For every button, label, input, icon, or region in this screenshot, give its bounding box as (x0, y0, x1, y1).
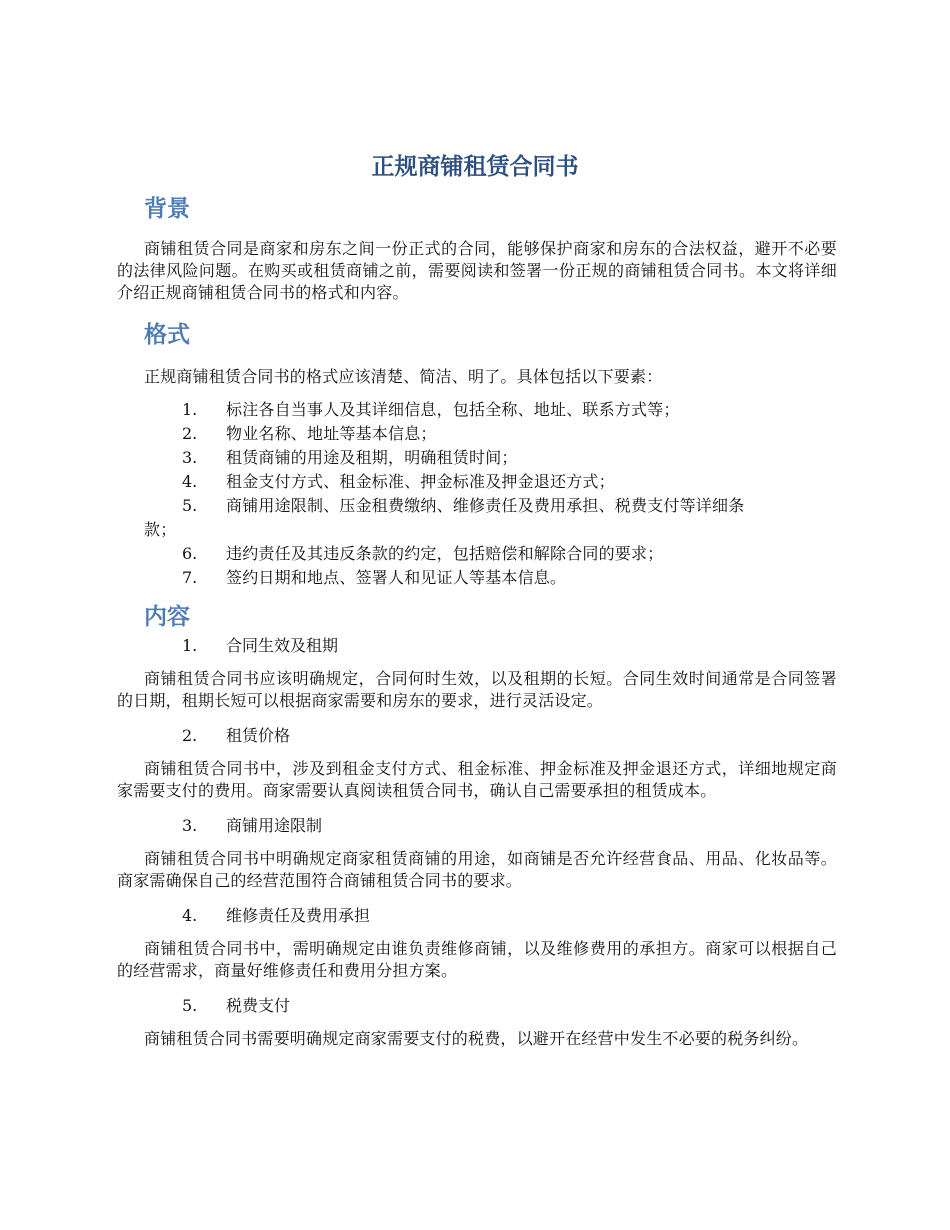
subheading-number: 5. (182, 996, 198, 1015)
subheading-number: 3. (182, 816, 198, 835)
background-paragraph: 商铺租赁合同是商家和房东之间一份正式的合同，能够保护商家和房东的合法权益，避开不必要的法律风险问题。在购买或租赁商铺之前，需要阅读和签署一份正规的商铺租赁合同书。本文将详细介绍正规商铺租赁合同书的格式和内容。 (117, 239, 837, 302)
list-item (117, 470, 837, 494)
subheading-title: 税费支付 (226, 996, 291, 1015)
content-subheading (117, 724, 837, 748)
content-subheading (117, 814, 837, 838)
list-item (117, 398, 837, 422)
list-item-number: 7. (182, 568, 198, 587)
list-item (117, 446, 837, 470)
subheading-title: 商铺用途限制 (226, 816, 323, 835)
list-item-text: 标注各自当事人及其详细信息，包括全称、地址、联系方式等； (226, 400, 680, 419)
content-paragraph: 商铺租赁合同书中明确规定商家租赁商铺的用途，如商铺是否允许经营食品、用品、化妆品等。商家需确保自己的经营范围符合商铺租赁合同书的要求。 (117, 849, 837, 890)
list-item-text-continuation: 款； (144, 520, 177, 539)
content-paragraph: 商铺租赁合同书应该明确规定，合同何时生效，以及租期的长短。合同生效时间通常是合同签署的日期，租期长短可以根据商家需要和房东的要求，进行灵活设定。 (117, 669, 837, 710)
section-heading-content: 内容 (144, 604, 190, 630)
content-subheading (117, 994, 837, 1018)
list-item-number: 5. (182, 496, 198, 515)
list-item (117, 422, 837, 446)
format-intro-paragraph: 正规商铺租赁合同书的格式应该清楚、简洁、明了。具体包括以下要素： (144, 367, 663, 386)
subheading-title: 租赁价格 (226, 726, 291, 745)
subheading-title: 合同生效及租期 (226, 636, 339, 655)
list-item-number: 4. (182, 472, 198, 491)
list-item-text: 商铺用途限制、压金租费缴纳、维修责任及费用承担、税费支付等详细条 (226, 496, 745, 515)
subheading-number: 1. (182, 636, 198, 655)
list-item (117, 566, 837, 590)
subheading-title: 维修责任及费用承担 (226, 906, 371, 925)
subheading-number: 2. (182, 726, 198, 745)
list-item-number: 2. (182, 424, 198, 443)
content-paragraph: 商铺租赁合同书中，涉及到租金支付方式、租金标准、押金标准及押金退还方式，详细地规定商家需要支付的费用。商家需要认真阅读租赁合同书，确认自己需要承担的租赁成本。 (117, 759, 837, 800)
content-subheading (117, 904, 837, 928)
list-item (117, 542, 837, 566)
subheading-number: 4. (182, 906, 198, 925)
format-list (117, 398, 837, 590)
content-subheading (117, 634, 837, 658)
section-heading-background: 背景 (144, 196, 190, 222)
list-item-number: 1. (182, 400, 198, 419)
list-item-text: 租金支付方式、租金标准、押金标准及押金退还方式； (226, 472, 615, 491)
list-item-number: 6. (182, 544, 198, 563)
section-heading-format: 格式 (144, 322, 190, 348)
list-item-text: 租赁商铺的用途及租期，明确租赁时间； (226, 448, 518, 467)
list-item-text: 违约责任及其违反条款的约定，包括赔偿和解除合同的要求； (226, 544, 664, 563)
list-item-number: 3. (182, 448, 198, 467)
document-body (117, 192, 837, 1050)
list-item (117, 494, 837, 542)
content-paragraph: 商铺租赁合同书中，需明确规定由谁负责维修商铺，以及维修费用的承担方。商家可以根据自己的经营需求，商量好维修责任和费用分担方案。 (117, 939, 837, 980)
document-title: 正规商铺租赁合同书 (371, 154, 579, 180)
content-paragraph: 商铺租赁合同书需要明确规定商家需要支付的税费，以避开在经营中发生不必要的税务纠纷。 (144, 1029, 809, 1048)
list-item-text: 物业名称、地址等基本信息； (226, 424, 437, 443)
list-item-text: 签约日期和地点、签署人和见证人等基本信息。 (226, 568, 567, 587)
